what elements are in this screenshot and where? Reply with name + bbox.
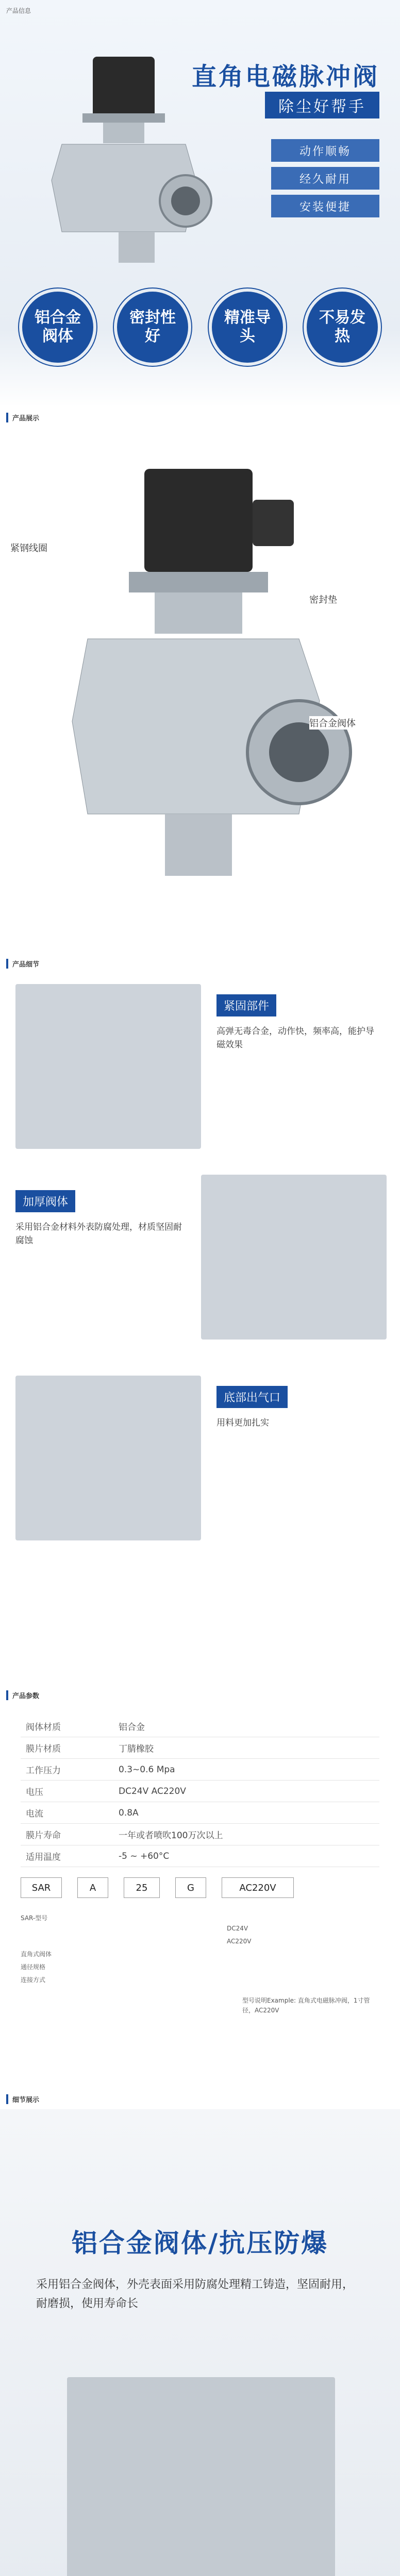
params-row [21,1716,379,1737]
model-part-4: G [175,1877,206,1898]
params-row [21,1802,379,1824]
params-row [21,1737,379,1759]
callout-gasket: 密封垫 [309,592,337,606]
badge-heat: 不易发热 [304,289,381,366]
hero-feature-3: 安装便捷 [271,195,379,217]
model-note-6: AC220V [227,1938,252,1945]
detail-image-3 [15,1376,201,1540]
model-example: 型号说明Example: 直角式电磁脉冲阀，1寸管径，AC220V [242,1997,370,2014]
detail-text-1: 高弹无毒合金，动作快，频率高，能护导磁效果 [216,1026,374,1050]
param-key: 阀体材质 [21,1716,113,1737]
param-value: 铝合金 [113,1716,379,1737]
feature1-text: 采用铝合金阀体，外壳表面采用防腐处理精工铸造，坚固耐用，耐磨损，使用寿命长 [36,2278,354,2311]
param-key: 工作压力 [21,1759,113,1781]
valve-illustration [31,46,216,283]
param-value: 0.8A [113,1802,379,1824]
model-part-5: AC220V [222,1877,294,1898]
detail-tag-2: 加厚阀体 [15,1190,75,1212]
param-key: 膜片材质 [21,1737,113,1759]
hero-section [0,0,400,345]
feature1-title: 铝合金阀体/抗压防爆 [71,2228,329,2258]
param-value: 丁腈橡胶 [113,1737,379,1759]
display-section [0,428,400,953]
model-diagram [21,1872,379,2089]
params-row [21,1824,379,1845]
detail-text-2: 采用铝合金材料外表防腐处理，材质坚固耐腐蚀 [15,1222,182,1246]
model-part-1: SAR [21,1877,62,1898]
param-value: DC24V AC220V [113,1781,379,1802]
params-heading: 产品参数 [0,1685,400,1705]
model-note-1: SAR-型号 [21,1914,48,1922]
details-heading: 产品细节 [0,953,400,974]
param-key: 电流 [21,1802,113,1824]
model-note-2: 直角式阀体 [21,1951,52,1958]
hero-title: 直角电磁脉冲阀 [191,62,379,91]
params-row [21,1759,379,1781]
detail-image-1 [15,984,201,1149]
param-key: 适用温度 [21,1845,113,1867]
feature1-image [67,2377,335,2576]
params-section [0,1705,400,1872]
detail-tag-1: 紧固部件 [216,994,276,1016]
callout-body: 铝合金阀体 [309,716,356,730]
details-section [0,974,400,1685]
model-note-3: 通径规格 [21,1963,46,1971]
params-table [21,1716,379,1867]
feature-heading: 细节展示 [0,2089,400,2109]
param-value: 0.3~0.6 Mpa [113,1759,379,1781]
valve-display-image [31,443,361,907]
params-row [21,1845,379,1867]
detail-tag-3: 底部出气口 [216,1386,288,1408]
param-key: 膜片寿命 [21,1824,113,1845]
display-heading: 产品展示 [0,407,400,428]
detail-image-2 [201,1175,387,1340]
badge-guide: 精准导头 [209,289,286,366]
params-row [21,1781,379,1802]
hero-crumb: 产品信息 [6,7,31,14]
model-part-2: A [77,1877,108,1898]
hero-feature-2: 经久耐用 [271,167,379,190]
param-value: -5 ~ +60°C [113,1845,379,1867]
model-note-4: 连接方式 [21,1976,46,1984]
hero-subtitle: 除尘好帮手 [265,92,379,118]
callout-coil: 紧钢线圈 [10,541,47,554]
detail-text-3: 用料更加扎实 [216,1418,269,1428]
param-key: 电压 [21,1781,113,1802]
badge-row [0,289,400,366]
badge-alloy: 铝合金阀体 [19,289,96,366]
model-note-5: DC24V [227,1925,248,1932]
model-part-3: 25 [124,1877,160,1898]
hero-feature-1: 动作顺畅 [271,139,379,162]
param-value: 一年或者喷吹100万次以上 [113,1824,379,1845]
feature1-section [0,2109,400,2576]
badge-seal: 密封性好 [114,289,191,366]
